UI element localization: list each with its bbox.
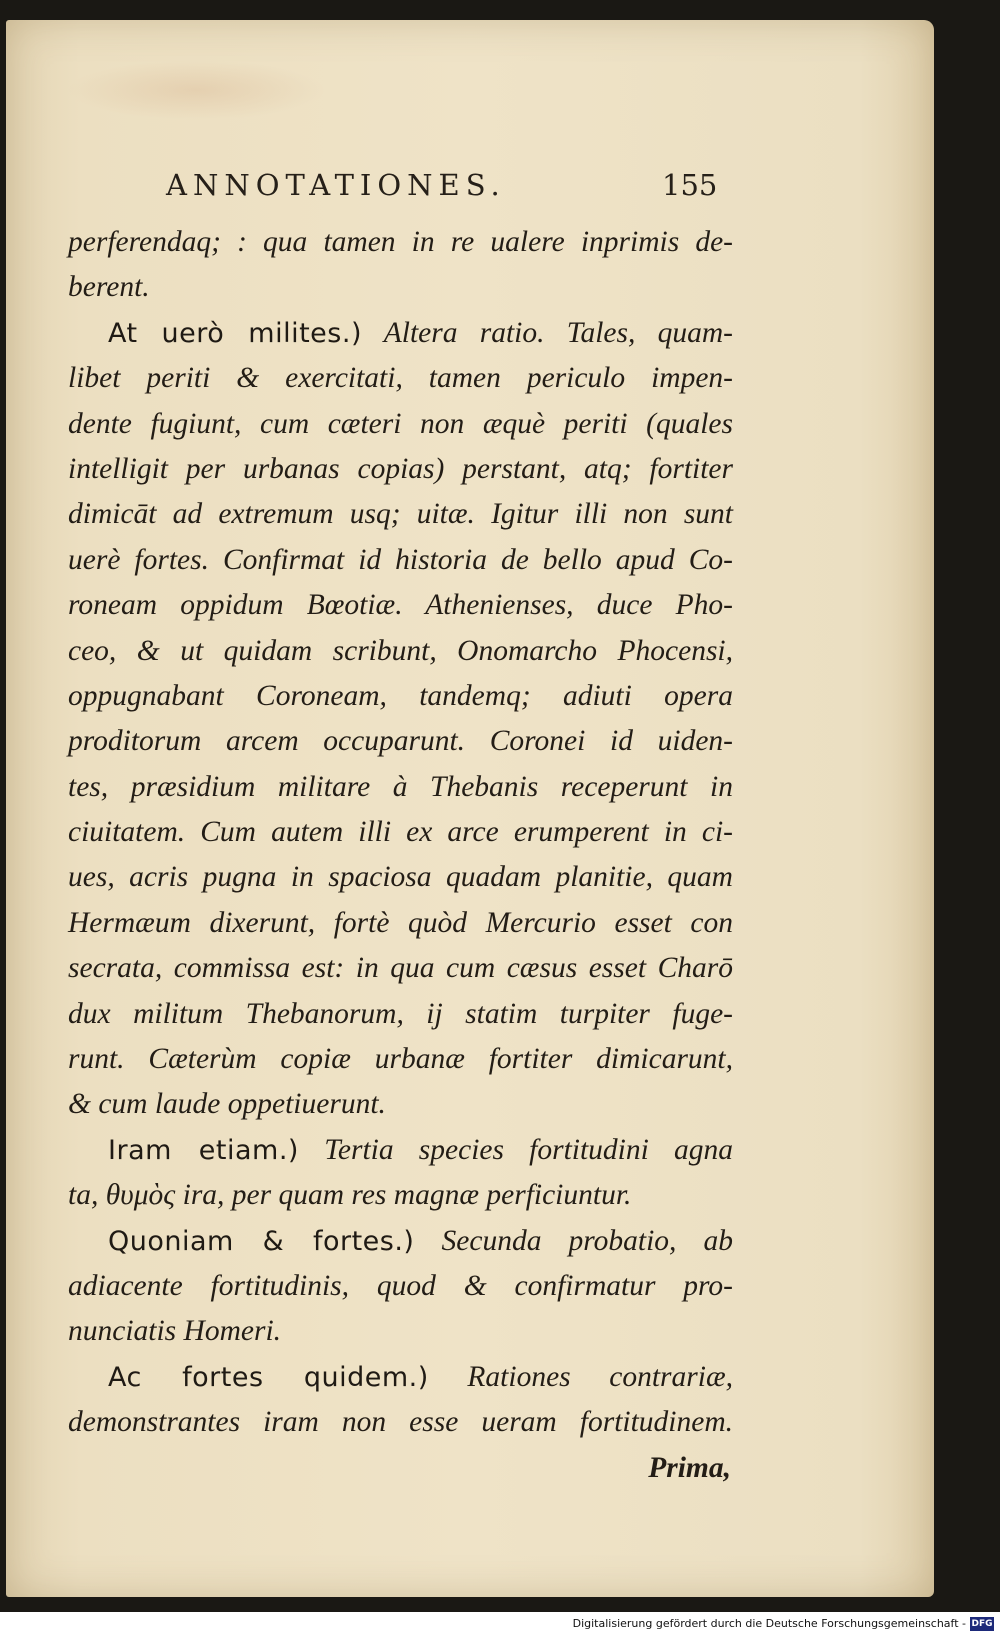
annotation-entry [68,311,733,356]
text-line: proditorum arcem occuparunt. Coronei id uiden- [68,725,733,758]
text-line: runt. Cæterùm copiæ urbanæ fortiter dimicarunt, [68,1043,733,1076]
text-line: berent. [68,271,150,304]
text-line: roneam oppidum Bœotiæ. Athenienses, duce Pho- [68,589,733,622]
text-line: demonstrantes iram non esse ueram fortitudinem. [68,1406,733,1439]
text-line: Hermæum dixerunt, fortè quòd Mercurio esset con [68,906,733,939]
text-line: dux militum Thebanorum, ij statim turpiter fuge- [68,997,733,1030]
text-line: uerè fortes. Confirmat id historia de bello apud Co- [68,543,733,576]
text-line: Altera ratio. Tales, quam- [383,316,734,349]
text-line: ciuitatem. Cum autem illi ex arce erumperent in ci- [68,816,733,849]
text-line: ues, acris pugna in spaciosa quadam planitie, quam [68,861,733,894]
lemma: Iram etiam.) [108,1134,299,1166]
book-page [6,20,934,1597]
text-line: intelligit per urbanas copias) perstant, atq; fortiter [68,452,733,485]
lemma: Quoniam & fortes.) [108,1225,415,1257]
running-head: ANNOTATIONES. [166,168,506,202]
catchword: Prima, [648,1451,731,1484]
dfg-logo-icon: DFG [971,1619,993,1629]
text-line: dimicāt ad extremum usq; uitæ. Igitur illi non sunt [68,498,733,531]
text-line: libet periti & exercitati, tamen periculo impen- [68,362,733,395]
text-line: Secunda probatio, ab [441,1224,734,1257]
body-text [68,220,733,1491]
annotation-entry [68,1355,733,1400]
annotation-entry [68,1128,733,1173]
text-line: oppugnabant Coroneam, tandemq; adiuti opera [68,679,733,712]
text-line: Rationes contrariæ, [467,1360,733,1393]
text-line: ta, θυμὸς ira, per quam res magnæ perficiuntur. [68,1179,632,1212]
digitization-credit [0,1613,1000,1635]
text-line: secrata, commissa est: in qua cum cæsus esset Charō [68,952,733,985]
text-line: Tertia species fortitudini agna [324,1133,734,1166]
text-line: adiacente fortitudinis, quod & confirmatur pro- [68,1269,733,1302]
annotation-entry [68,1219,733,1264]
text-line: dente fugiunt, cum cæteri non æquè periti (quales [68,407,733,440]
credit-text: Digitalisierung gefördert durch die Deutsche Forschungsgemeinschaft - [572,1617,966,1630]
text-line: & cum laude oppetiuerunt. [68,1088,386,1121]
text-line: nunciatis Homeri. [68,1315,282,1348]
text-line: perferendaq; : qua tamen in re ualere inprimis de- [68,226,733,258]
lemma: At uerò milites.) [108,317,362,349]
text-line: ceo, & ut quidam scribunt, Onomarcho Phocensi, [68,634,733,667]
page-number: 155 [662,168,718,202]
lemma: Ac fortes quidem.) [108,1361,429,1393]
text-line: tes, præsidium militare à Thebanis receperunt in [68,770,733,803]
